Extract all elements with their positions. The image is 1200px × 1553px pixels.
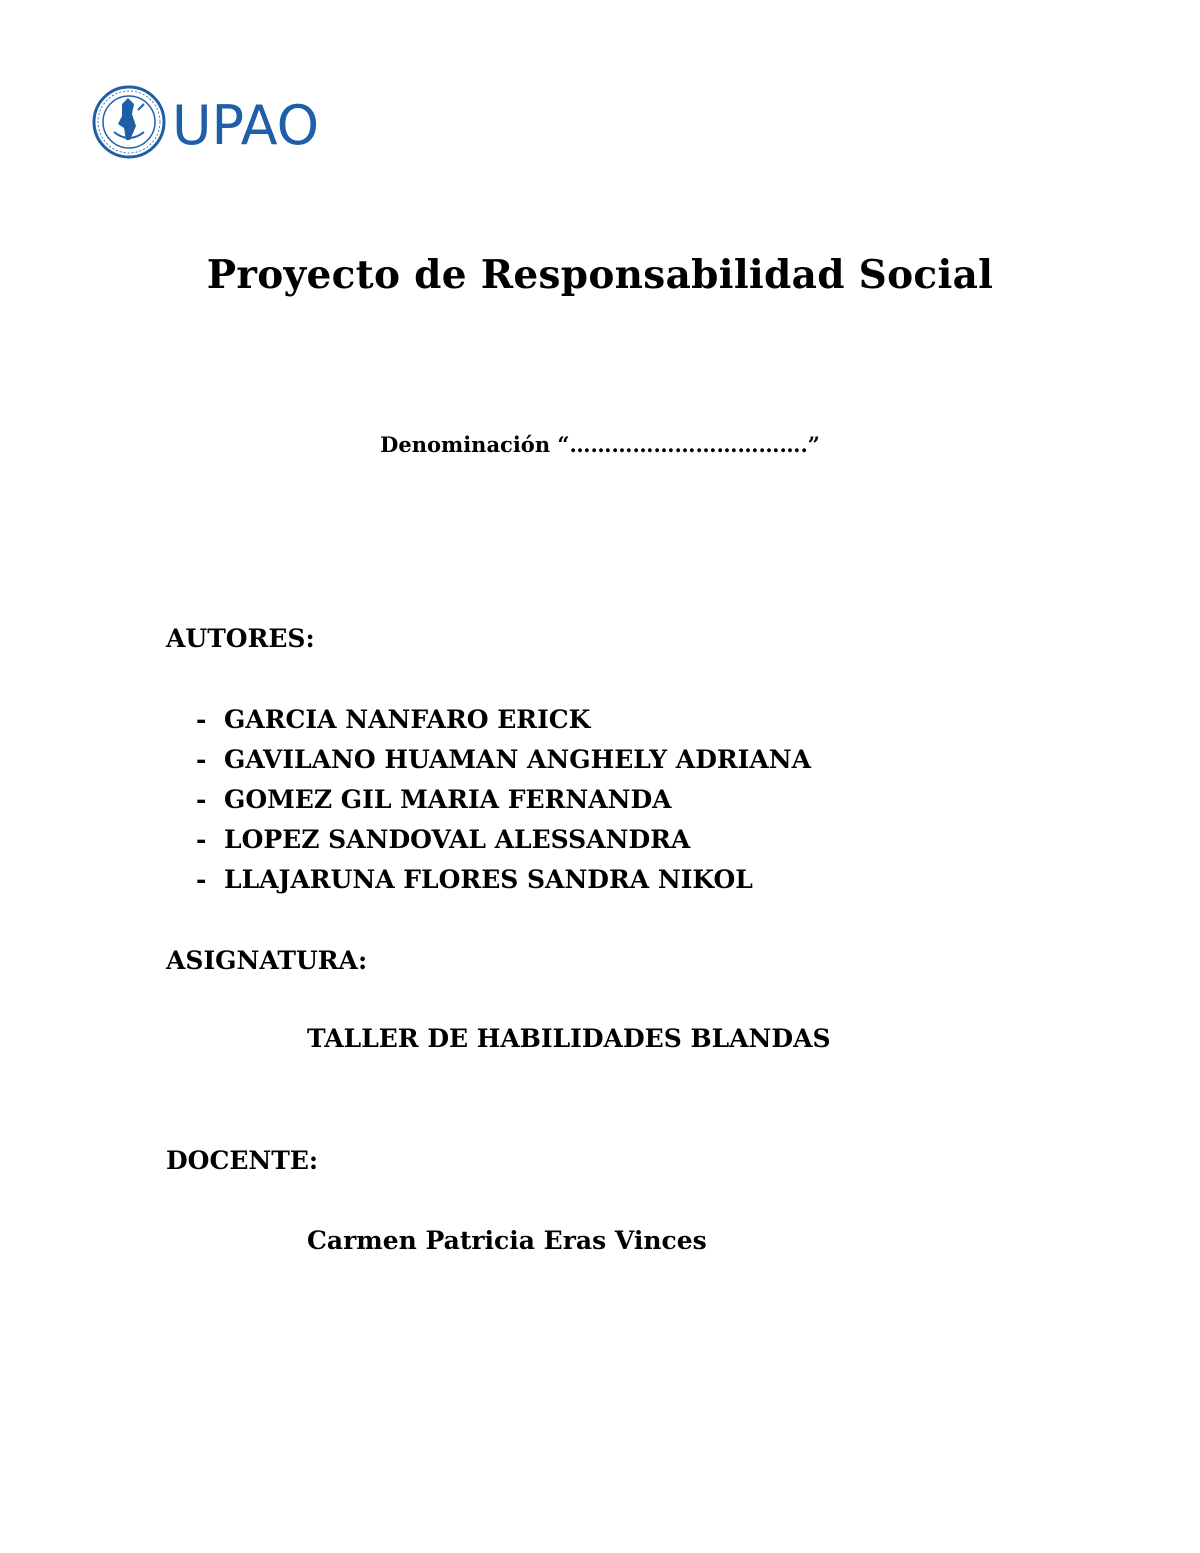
author-name: LOPEZ SANDOVAL ALESSANDRA bbox=[224, 825, 691, 854]
logo-text: UPAO bbox=[172, 94, 320, 157]
author-name: GAVILANO HUAMAN ANGHELY ADRIANA bbox=[224, 745, 811, 774]
bullet-dash: - bbox=[196, 865, 207, 894]
list-item bbox=[196, 782, 811, 822]
list-item bbox=[196, 702, 811, 742]
university-seal-icon bbox=[94, 87, 164, 157]
list-item bbox=[196, 862, 811, 902]
list-item bbox=[196, 742, 811, 782]
document-title: Proyecto de Responsabilidad Social bbox=[206, 252, 994, 298]
authors-label: AUTORES: bbox=[166, 624, 315, 653]
denominacion-line: Denominación “…………………………….” bbox=[380, 432, 820, 457]
subject-label: ASIGNATURA: bbox=[166, 946, 368, 975]
author-name: LLAJARUNA FLORES SANDRA NIKOL bbox=[224, 865, 753, 894]
authors-list bbox=[196, 702, 811, 902]
bullet-dash: - bbox=[196, 785, 207, 814]
bullet-dash: - bbox=[196, 745, 207, 774]
upao-logo bbox=[92, 74, 332, 170]
list-item bbox=[196, 822, 811, 862]
teacher-label: DOCENTE: bbox=[166, 1146, 319, 1175]
bullet-dash: - bbox=[196, 705, 207, 734]
subject-name: TALLER DE HABILIDADES BLANDAS bbox=[307, 1024, 831, 1053]
bullet-dash: - bbox=[196, 825, 207, 854]
author-name: GARCIA NANFARO ERICK bbox=[224, 705, 591, 734]
author-name: GOMEZ GIL MARIA FERNANDA bbox=[224, 785, 672, 814]
teacher-name: Carmen Patricia Eras Vinces bbox=[307, 1226, 707, 1255]
